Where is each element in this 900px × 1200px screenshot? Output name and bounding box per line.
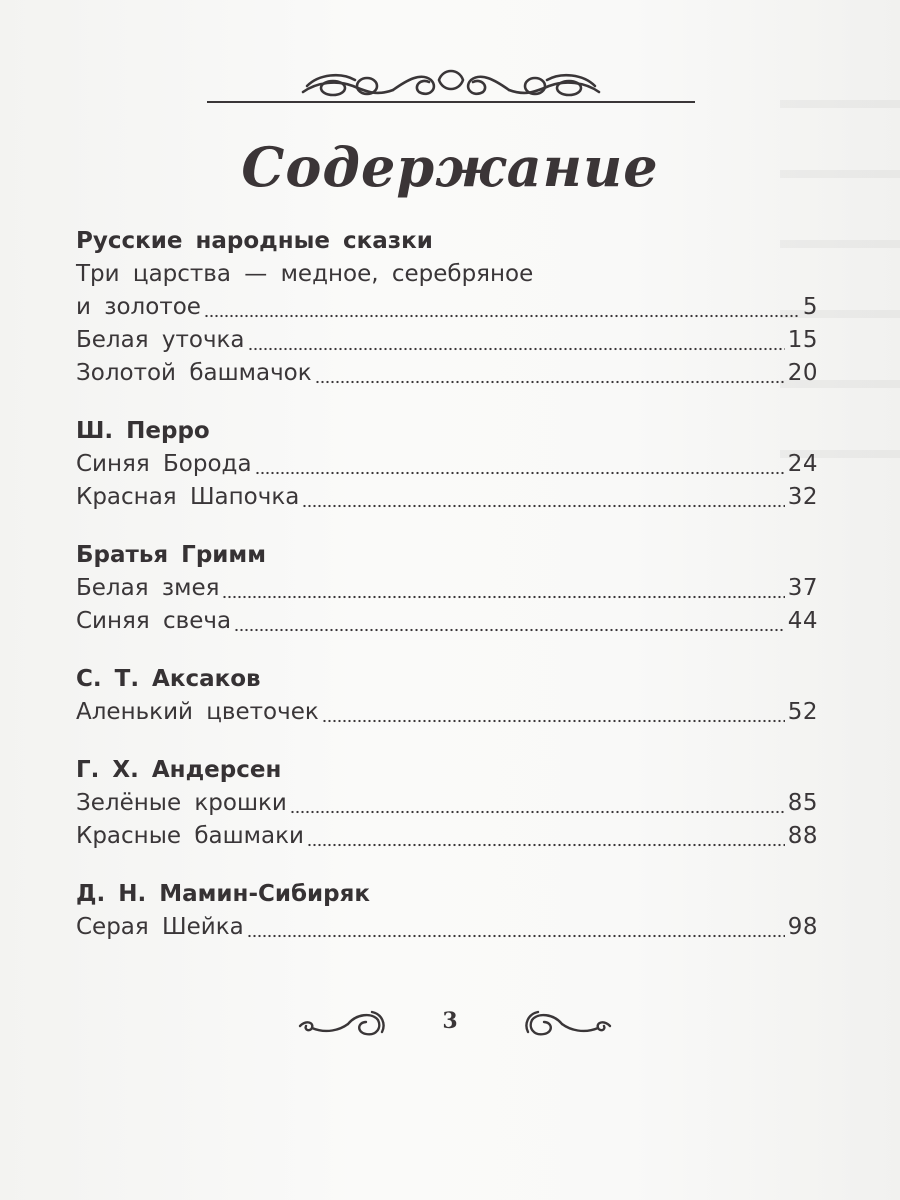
toc-entry[interactable] [76, 291, 818, 324]
toc-entry[interactable] [76, 696, 818, 729]
toc-entry-title-line: Три царства — медное, серебряное [76, 261, 534, 287]
section-spacer [76, 853, 818, 878]
toc-entry-title: и золотое [76, 294, 201, 320]
toc-entry[interactable] [76, 787, 818, 820]
section-spacer [76, 514, 818, 539]
toc-entry-title: Серая Шейка [76, 914, 244, 940]
toc-page-number: 5 [802, 294, 818, 320]
toc-page-number: 85 [787, 790, 818, 816]
section-spacer [76, 729, 818, 754]
toc-entry-title: Белая уточка [76, 327, 245, 353]
table-of-contents [76, 225, 818, 944]
dot-leader [255, 471, 785, 475]
toc-entry-title: Красная Шапочка [76, 484, 300, 510]
toc-entry[interactable] [76, 605, 818, 638]
footer-flourish-right-icon [522, 1004, 614, 1040]
dot-leader [247, 934, 785, 938]
page-title: Содержание [241, 135, 659, 199]
toc-page-number: 44 [787, 608, 818, 634]
toc-entry-title: Аленький цветочек [76, 699, 319, 725]
flourish-ornament-icon [207, 62, 695, 110]
toc-entry-title: Золотой башмачок [76, 360, 312, 386]
footer-flourish-left-icon [296, 1004, 388, 1040]
toc-page-number: 52 [787, 699, 818, 725]
dot-leader [222, 595, 784, 599]
section-spacer [76, 638, 818, 663]
dot-leader [322, 719, 785, 723]
dot-leader [290, 810, 785, 814]
toc-entry-title: Белая змея [76, 575, 220, 601]
toc-page-number: 15 [787, 327, 818, 353]
toc-page-number: 20 [787, 360, 818, 386]
section-spacer [76, 390, 818, 415]
toc-entry-title: Синяя Борода [76, 451, 252, 477]
toc-entry[interactable] [76, 481, 818, 514]
section-heading: Ш. Перро [76, 418, 210, 444]
toc-page-number: 37 [787, 575, 818, 601]
dot-leader [302, 504, 784, 508]
dot-leader [315, 380, 785, 384]
toc-entry-title: Синяя свеча [76, 608, 232, 634]
toc-page-number: 32 [787, 484, 818, 510]
toc-entry-title: Красные башмаки [76, 823, 304, 849]
dot-leader [307, 843, 785, 847]
toc-entry[interactable] [76, 357, 818, 390]
toc-entry[interactable] [76, 572, 818, 605]
page-number: 3 [442, 1008, 458, 1034]
section-heading: С. Т. Аксаков [76, 666, 261, 692]
toc-entry[interactable] [76, 820, 818, 853]
toc-page-number: 88 [787, 823, 818, 849]
toc-entry[interactable] [76, 448, 818, 481]
toc-entry[interactable] [76, 911, 818, 944]
section-heading: Братья Гримм [76, 542, 266, 568]
toc-page-number: 98 [787, 914, 818, 940]
toc-entry-title: Зелёные крошки [76, 790, 287, 816]
dot-leader [204, 314, 800, 318]
section-heading: Д. Н. Мамин-Сибиряк [76, 881, 370, 907]
toc-page-number: 24 [787, 451, 818, 477]
dot-leader [234, 628, 785, 632]
dot-leader [248, 347, 785, 351]
section-heading: Русские народные сказки [76, 228, 433, 254]
toc-entry[interactable] [76, 324, 818, 357]
section-heading: Г. Х. Андерсен [76, 757, 282, 783]
